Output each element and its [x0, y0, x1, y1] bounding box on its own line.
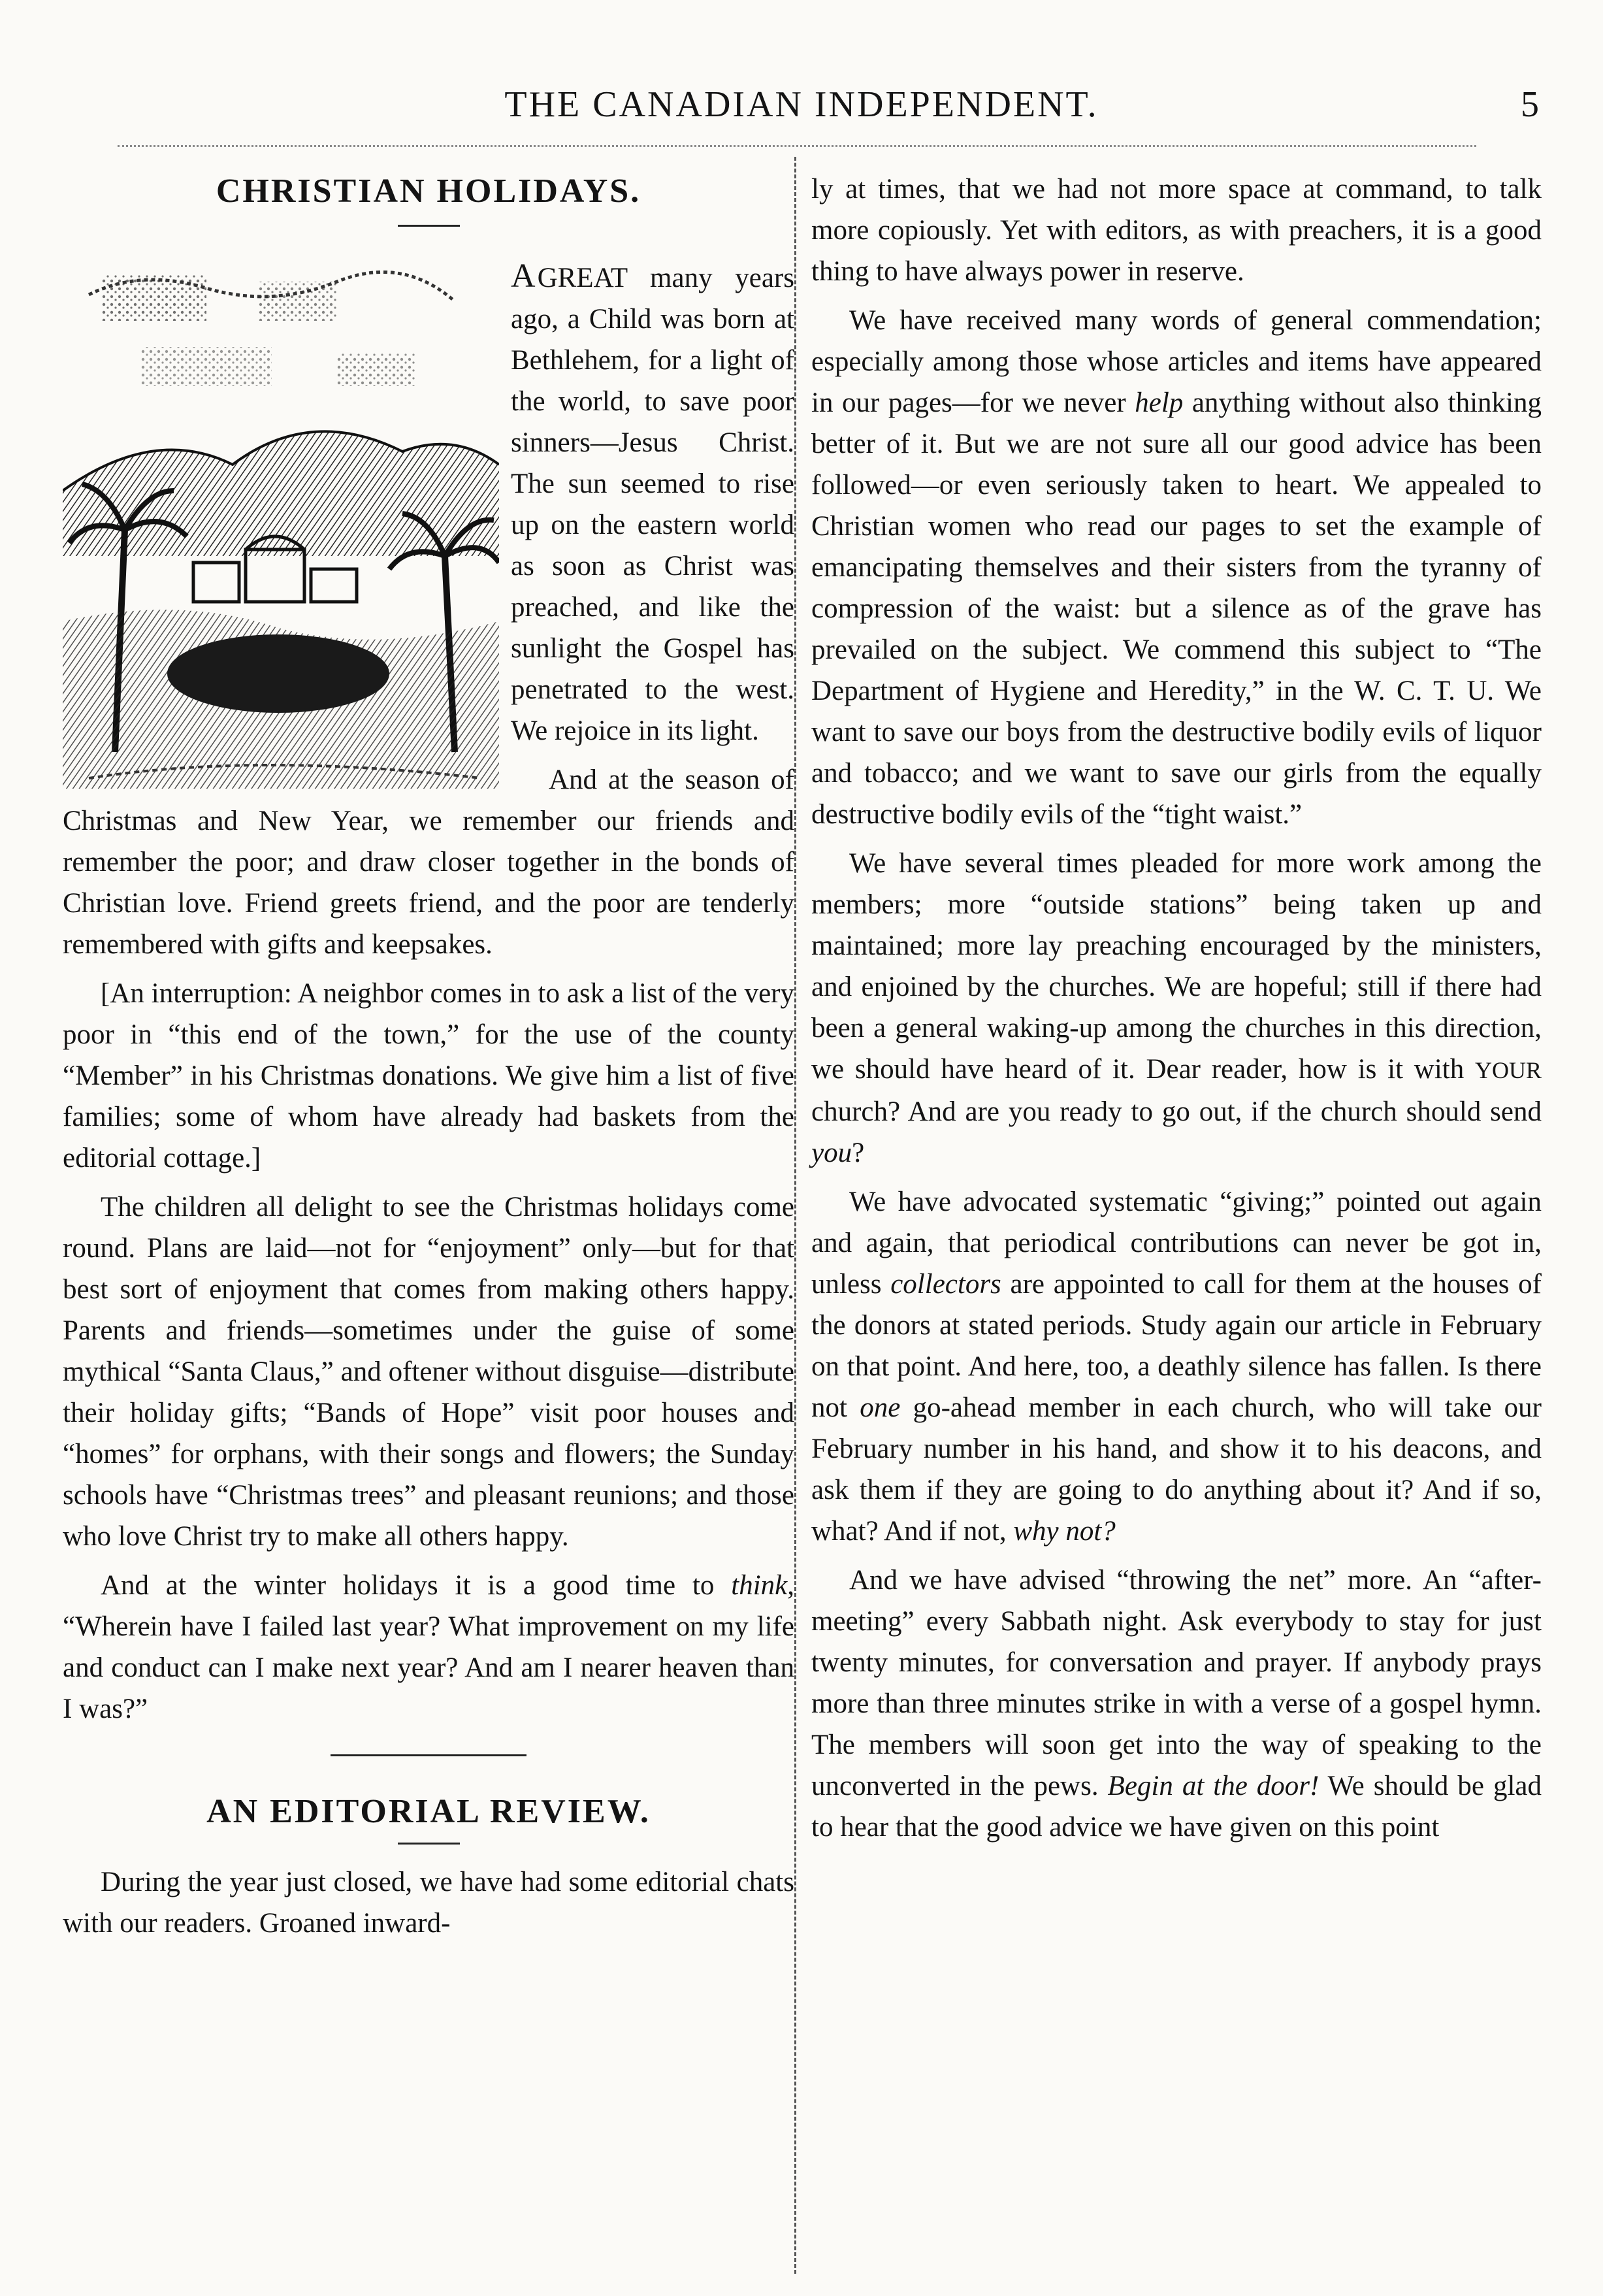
editorial-review-paragraph-5: [811, 1560, 1542, 1848]
text-run: We have received many words of general commendation; especially among those whose articles and items have appeared in our pages—for we never: [811, 305, 1542, 418]
text-run: And at the winter holidays it is a good time to: [101, 1570, 732, 1601]
page-number: 5: [1521, 84, 1539, 125]
editorial-review-continuation: ly at times, that we had not more space at command, to talk more copiously. Yet with editors, as with preachers, it is a good thing to have always power in reserve.: [811, 174, 1542, 287]
drop-cap-letter: A: [511, 257, 536, 295]
text-run: We have several times pleaded for more work among the members; more “outside stations” being taken up and maintained; more lay preaching encouraged by the ministers, and enjoined by the churches. We are hopeful; still if there had been a general waking-up among the churches in this direction, we should have heard of it. Dear reader, how is it with: [811, 848, 1542, 1085]
christian-holidays-paragraph-3: [An interruption: A neighbor comes in to ask a list of the very poor in “this end of the town,” for the use of the county “Member” in his Christmas donations. We give him a list of five families; some of whom have already had baskets from the editorial cottage.]: [63, 978, 794, 1173]
paragraph-text: GREAT many years ago, a Child was born at Bethlehem, for a light of the world, to save poor sinners—Jesus Christ. The sun seemed to rise up on the eastern world as soon as Christ was preached, and like the sunlight the Gospel has penetrated to the west. We rejoice in its light.: [511, 263, 794, 746]
editorial-review-paragraph-4: [811, 1181, 1542, 1552]
section-divider-rule: [331, 1754, 526, 1756]
column-divider: [794, 157, 796, 2274]
right-column: [811, 169, 1542, 1848]
emphasis-you: you: [811, 1138, 852, 1168]
christian-holidays-paragraph-5: [63, 1565, 794, 1730]
text-run: ?: [852, 1138, 865, 1168]
text-run: church? And are you ready to go out, if the church should send: [811, 1096, 1542, 1127]
editorial-review-heading: AN EDITORIAL REVIEW.: [206, 1793, 651, 1830]
text-run: And we have advised “throwing the net” more. An “after-meeting” every Sabbath night. Ask everybody to stay for just twenty minutes, for conversation and prayer. If anybody prays more than three minutes strike in with a verse of a gospel hymn. The members will soon get into the way of speaking to the unconverted in the pews.: [811, 1565, 1542, 1801]
text-run: We should be glad to hear that the good advice we have given on this point: [811, 1771, 1542, 1843]
text-run: We have advocated systematic “giving;” pointed out again and again, that periodical contributions can never be got in, unless: [811, 1187, 1542, 1300]
text-run: , “Wherein have I failed last year? What improvement on my life and conduct can I make next year? And am I nearer heaven than I was?”: [63, 1570, 794, 1724]
left-column: [63, 169, 794, 1944]
heading-rule: [398, 1843, 460, 1845]
editorial-review-paragraph-2: [811, 300, 1542, 835]
emphasis-why-not: why not?: [1013, 1516, 1116, 1547]
emphasis-begin-at-the-door: Begin at the door!: [1107, 1771, 1320, 1801]
emphasis-help: help: [1135, 387, 1184, 418]
editorial-review-paragraph-1: During the year just closed, we have had some editorial chats with our readers. Groaned inward-: [63, 1867, 794, 1939]
emphasis-one: one: [860, 1392, 901, 1423]
emphasis-think: think: [731, 1570, 788, 1601]
christian-holidays-paragraph-2: And at the season of Christmas and New Year, we remember our friends and remember the poor; and draw closer together in the bonds of Christian love. Friend greets friend, and the poor are tenderly remembered with gifts and keepsakes.: [63, 764, 794, 960]
christian-holidays-paragraph-4: The children all delight to see the Christmas holidays come round. Plans are laid—not for “enjoyment” only—but for that best sort of enjoyment that comes from making others happy. Parents and friends—sometimes under the guise of some mythical “Santa Claus,” and oftener without disguise—distribute their holiday gifts; “Bands of Hope” visit poor houses and “homes” for orphans, with their songs and flowers; the Sunday schools have “Christmas trees” and pleasant reunions; and those who love Christ try to make all others happy.: [63, 1192, 794, 1552]
text-run: anything without also thinking better of it. But we are not sure all our good advice has been followed—or even seriously taken to heart. We appealed to Christian women who read our pages to set the example of emancipating themselves and their sisters from the tyranny of compression of the waist: but a silence as of the grave has prevailed on the subject. We commend this subject to “The Department of Hygiene and Heredity,” in the W. C. T. U. We want to save our boys from the destructive bodily evils of liquor and tobacco; and we want to save our girls from the equally destructive bodily evils of the “tight waist.”: [811, 387, 1542, 830]
heading-rule: [398, 225, 460, 227]
emphasis-collectors: collectors: [890, 1269, 1001, 1300]
small-caps-your: YOUR: [1474, 1057, 1542, 1083]
engraving-sky: [89, 272, 455, 386]
header-rule: [118, 145, 1476, 147]
engraving-foreground: [63, 610, 499, 789]
landscape-engraving-illustration: [63, 255, 499, 789]
text-run: go-ahead member in each church, who will take our February number in his hand, and show it to his deacons, and ask them if they are going to do anything about it? And if so, what? And if not,: [811, 1392, 1542, 1547]
editorial-review-paragraph-3: [811, 843, 1542, 1173]
text-run: are appointed to call for them at the houses of the donors at stated periods. Study again our article in February on that point. And here, too, a deathly silence has fallen. Is there not: [811, 1269, 1542, 1423]
page-header-title: THE CANADIAN INDEPENDENT.: [504, 84, 1099, 125]
christian-holidays-heading: CHRISTIAN HOLIDAYS.: [216, 172, 641, 210]
